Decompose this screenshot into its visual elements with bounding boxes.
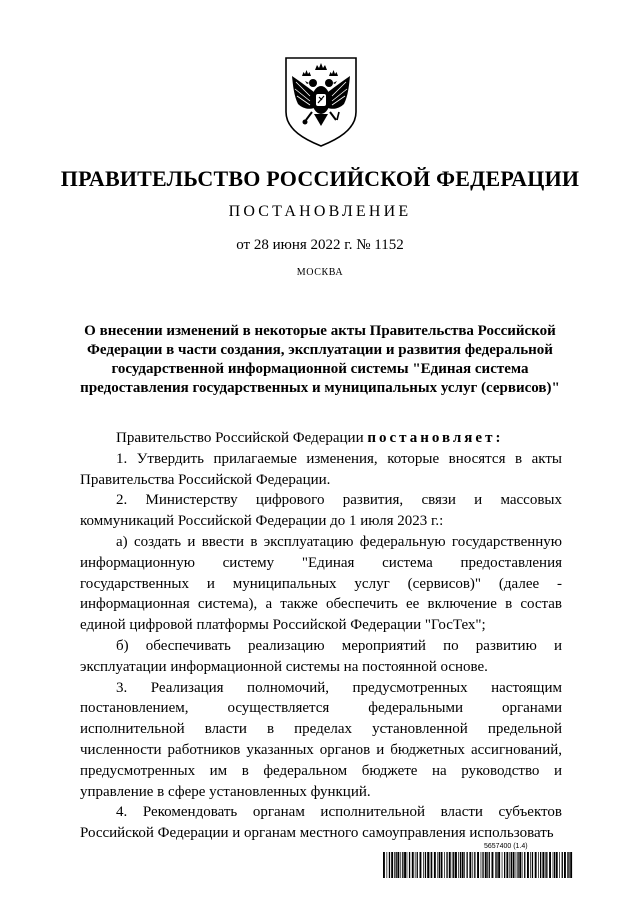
barcode-number: 5657400 (1.4) — [484, 843, 528, 850]
government-title: ПРАВИТЕЛЬСТВО РОССИЙСКОЙ ФЕДЕРАЦИИ — [60, 166, 580, 191]
paragraph-2: 2. Министерству цифрового развития, связи и массовых коммуникаций Российской Федерации до 1 июля 2023 г.: — [80, 492, 562, 530]
resolution-heading — [70, 322, 570, 398]
intro-text: Правительство Российской Федерации — [116, 430, 364, 446]
heading-line: государственной информационной системы "Единая система — [111, 361, 529, 377]
intro-verb: постановляет: — [367, 430, 504, 446]
paragraph-4: 4. Рекомендовать органам исполнительной власти субъектов Российской Федерации и органам местного самоуправления использовать — [80, 804, 562, 842]
document-dateline: от 28 июня 2022 г. № 1152 — [236, 237, 404, 253]
heading-line: О внесении изменений в некоторые акты Правительства Российской — [84, 323, 556, 339]
heading-line: предоставления государственных и муниципальных услуг (сервисов)" — [80, 380, 560, 396]
paragraph-1: 1. Утвердить прилагаемые изменения, которые вносятся в акты Правительства Российской Федерации. — [80, 450, 562, 488]
intro-paragraph — [80, 428, 562, 449]
paragraph-2b: б) обеспечивать реализацию мероприятий по развитию и эксплуатации информационной системы на постоянной основе. — [80, 637, 562, 675]
paragraph-2a: а) создать и ввести в эксплуатацию федеральную государственную информационную систему "Единая система предоставления государственных и муниципальных услуг (сервисов)" (далее - информационная система), а также обеспечить ее включение в состав единой цифровой платформы Российской Федерации "ГосТех"; — [80, 533, 562, 634]
resolution-body — [80, 428, 562, 844]
paragraph-3: 3. Реализация полномочий, предусмотренных настоящим постановлением, осуществляется федеральными органами исполнительной власти в пределах установленной предельной численности работников указанных органов и бюджетных ассигнований, предусмотренных им в федеральном бюджете на руководство и управление в сфере установленных функций. — [80, 679, 562, 800]
document-city: МОСКВА — [296, 267, 344, 278]
barcode — [383, 852, 573, 878]
heading-line: Федерации в части создания, эксплуатации и развития федеральной — [87, 342, 553, 358]
document-type: ПОСТАНОВЛЕНИЕ — [228, 203, 412, 220]
coat-of-arms-emblem — [284, 56, 358, 148]
